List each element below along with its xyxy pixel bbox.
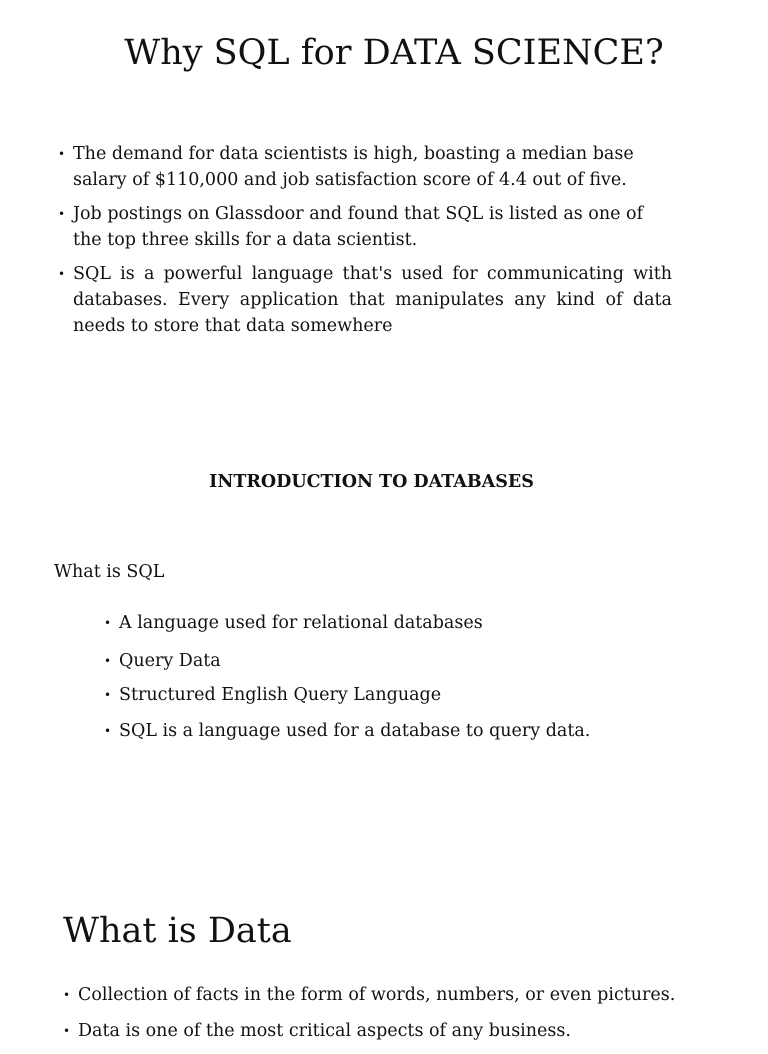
list-item: • A language used for relational databases bbox=[119, 610, 679, 648]
list-item: • Collection of facts in the form of words, numbers, or even pictures. bbox=[78, 982, 738, 1008]
data-bullet-list bbox=[78, 982, 738, 1054]
sql-bullet-list bbox=[119, 610, 679, 744]
list-item: • Query Data bbox=[119, 648, 679, 682]
page-title: Why SQL for DATA SCIENCE? bbox=[124, 33, 664, 73]
what-is-data-title: What is Data bbox=[63, 911, 292, 951]
what-is-sql-label: What is SQL bbox=[54, 562, 165, 582]
intro-bullet-list bbox=[73, 141, 672, 347]
section-heading: INTRODUCTION TO DATABASES bbox=[209, 472, 534, 492]
list-item: • Structured English Query Language bbox=[119, 682, 679, 718]
list-item: • SQL is a powerful language that's used for communicating with databases. Every application that manipulates any kind of data needs to store that data somewhere bbox=[73, 261, 672, 339]
list-item: • Job postings on Glassdoor and found that SQL is listed as one of the top three skills for a data scientist. bbox=[73, 201, 672, 253]
list-item: • SQL is a language used for a database to query data. bbox=[119, 718, 679, 744]
list-item: • Data is one of the most critical aspects of any business. bbox=[78, 1018, 738, 1044]
list-item: • The demand for data scientists is high, boasting a median base salary of $110,000 and job satisfaction score of 4.4 out of five. bbox=[73, 141, 672, 193]
